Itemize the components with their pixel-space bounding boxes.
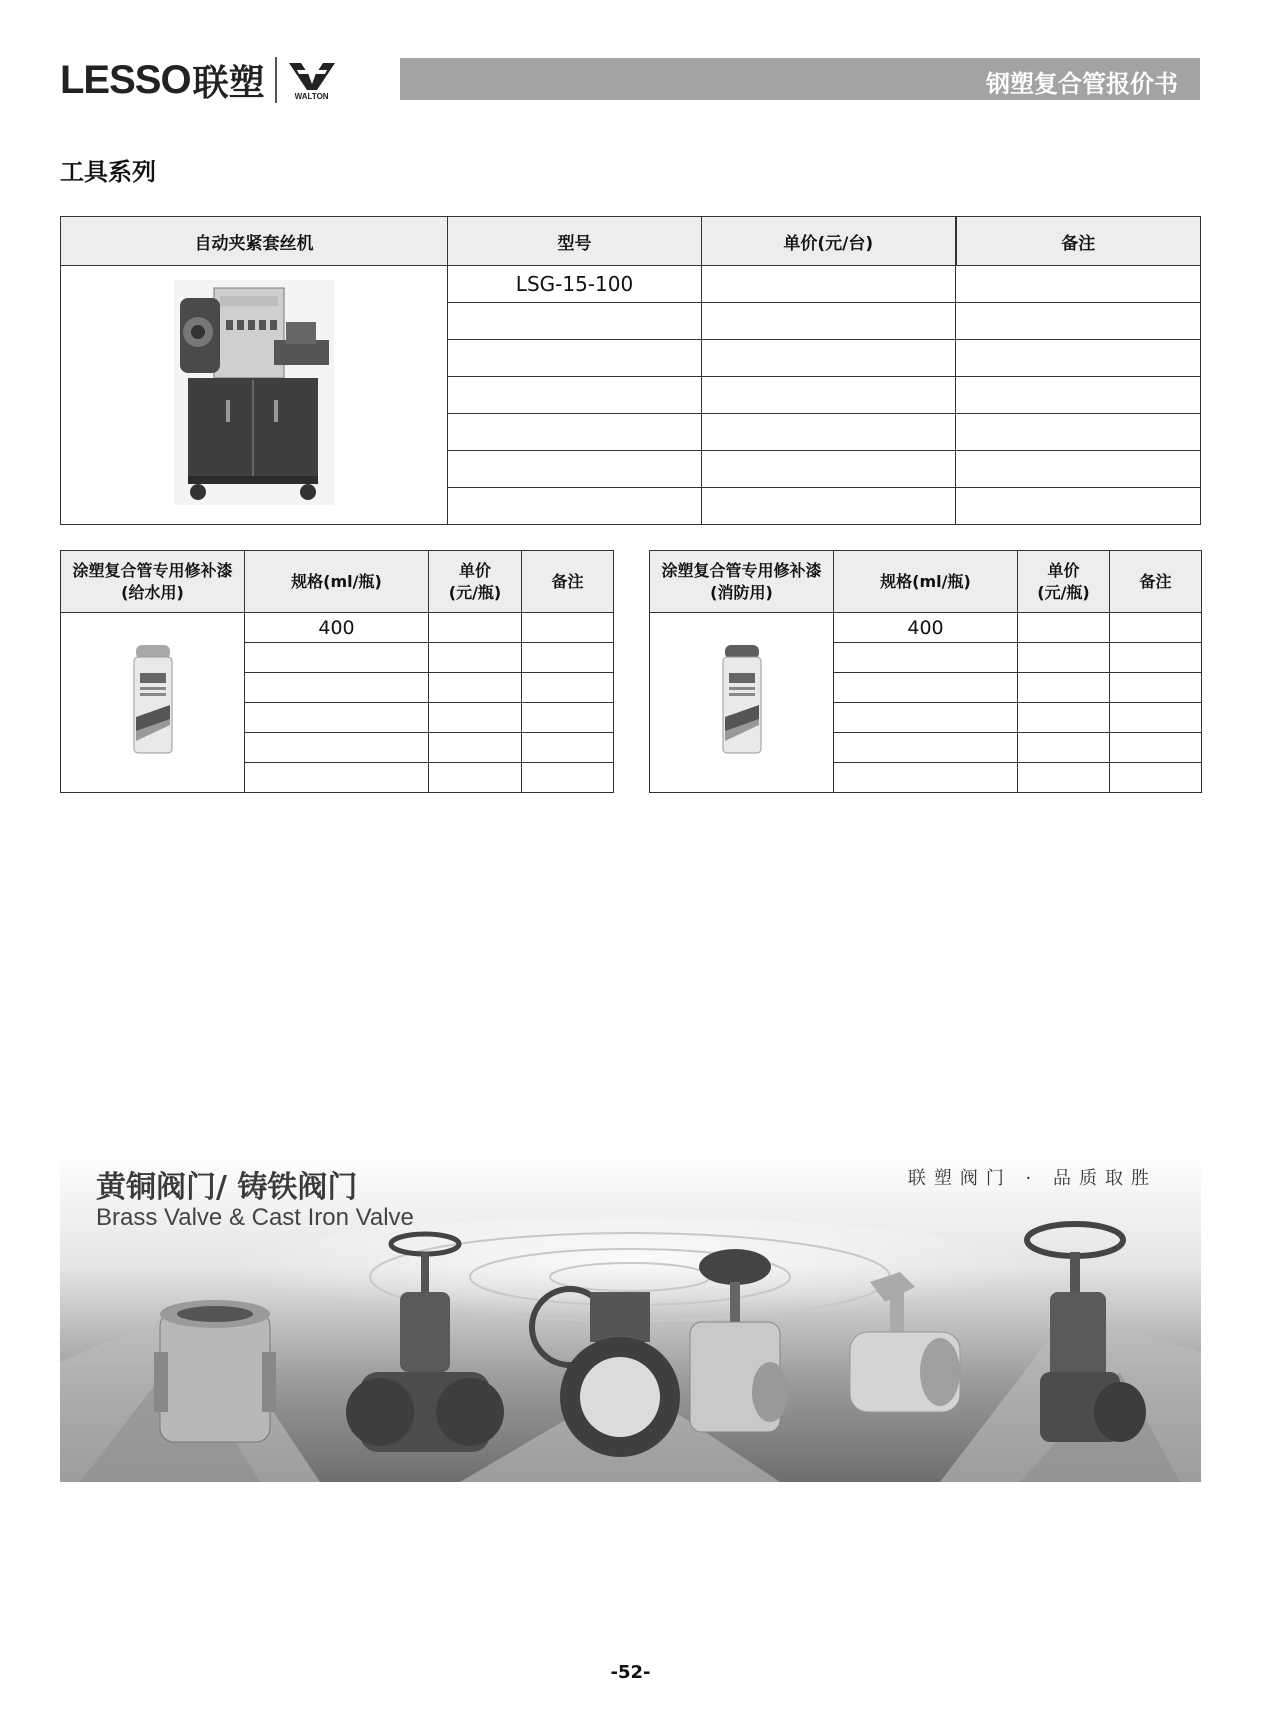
remark-cell xyxy=(1110,763,1202,793)
remark-cell xyxy=(1110,703,1202,733)
spray-can-image-cell xyxy=(650,613,834,793)
price-cell xyxy=(1018,733,1110,763)
spec-cell xyxy=(834,763,1018,793)
price-cell xyxy=(429,673,522,703)
threading-machine-image xyxy=(174,280,334,505)
spec-cell xyxy=(834,643,1018,673)
remark-cell xyxy=(522,643,614,673)
header-unit-price xyxy=(429,551,522,613)
remark-cell xyxy=(1110,673,1202,703)
spray-can-image-cell xyxy=(61,613,245,793)
header-product-line2: (给水用) xyxy=(121,582,184,602)
remark-cell xyxy=(956,488,1201,525)
spec-cell xyxy=(245,763,429,793)
price-cell xyxy=(1018,643,1110,673)
header-unit-price xyxy=(1018,551,1110,613)
model-cell xyxy=(448,451,702,488)
page-number: -52- xyxy=(610,1662,651,1683)
table-row xyxy=(61,613,614,643)
price-cell xyxy=(702,340,956,377)
valve-banner-slogan: 联塑阀门 · 品质取胜 xyxy=(907,1168,1157,1189)
brand-cn: 联塑 xyxy=(192,62,265,104)
spray-can-fire-image xyxy=(721,645,763,755)
page-header xyxy=(60,52,1200,104)
spec-cell xyxy=(245,733,429,763)
valve-banner xyxy=(60,1152,1201,1482)
header-remark: 备注 xyxy=(1110,551,1202,613)
price-cell xyxy=(1018,613,1110,643)
header-unit-price: 单价(元/台) xyxy=(702,217,956,266)
header-price-line2: (元/瓶) xyxy=(448,582,502,602)
machine-price-table xyxy=(60,216,1201,525)
model-cell xyxy=(448,340,702,377)
header-product-line1: 涂塑复合管专用修补漆 xyxy=(661,560,822,580)
model-cell: LSG-15-100 xyxy=(448,266,702,303)
spec-cell xyxy=(245,673,429,703)
model-cell xyxy=(448,488,702,525)
header-product xyxy=(650,551,834,613)
price-cell xyxy=(1018,763,1110,793)
header-remark: 备注 xyxy=(522,551,614,613)
walton-emblem-icon xyxy=(287,60,337,94)
doc-title: 钢塑复合管报价书 xyxy=(986,70,1178,98)
header-spec: 规格(ml/瓶) xyxy=(834,551,1018,613)
remark-cell xyxy=(956,414,1201,451)
remark-cell xyxy=(1110,733,1202,763)
price-cell xyxy=(702,377,956,414)
title-banner xyxy=(400,58,1200,100)
valve-banner-subtitle: Brass Valve & Cast Iron Valve xyxy=(96,1204,414,1231)
machine-image-cell xyxy=(61,266,448,525)
header-product-line2: (消防用) xyxy=(710,582,773,602)
spec-cell: 400 xyxy=(834,613,1018,643)
model-cell xyxy=(448,377,702,414)
remark-cell xyxy=(956,451,1201,488)
remark-cell xyxy=(522,613,614,643)
header-price-line2: (元/瓶) xyxy=(1037,582,1090,602)
table-header-row xyxy=(61,551,614,613)
remark-cell xyxy=(522,763,614,793)
price-cell xyxy=(429,733,522,763)
model-cell xyxy=(448,303,702,340)
header-remark: 备注 xyxy=(956,217,1201,266)
logo-divider xyxy=(275,57,277,103)
price-cell xyxy=(702,266,956,303)
price-cell xyxy=(702,451,956,488)
remark-cell xyxy=(1110,613,1202,643)
header-product-line1: 涂塑复合管专用修补漆 xyxy=(72,560,233,580)
header-model: 型号 xyxy=(448,217,702,266)
price-cell xyxy=(702,303,956,340)
price-cell xyxy=(1018,673,1110,703)
spec-cell xyxy=(245,703,429,733)
valve-banner-title: 黄铜阀门/ 铸铁阀门 xyxy=(96,1170,358,1205)
price-cell xyxy=(429,613,522,643)
price-cell xyxy=(702,488,956,525)
table-header-row xyxy=(61,217,1201,266)
paint-water-table xyxy=(60,550,614,793)
table-row xyxy=(61,266,1201,303)
remark-cell xyxy=(956,303,1201,340)
price-cell xyxy=(702,414,956,451)
remark-cell xyxy=(1110,643,1202,673)
price-cell xyxy=(429,643,522,673)
table-header-row xyxy=(650,551,1202,613)
header-price-line1: 单价 xyxy=(458,560,491,580)
header-spec: 规格(ml/瓶) xyxy=(245,551,429,613)
remark-cell xyxy=(956,340,1201,377)
header-product xyxy=(61,551,245,613)
brand-logo xyxy=(60,56,337,104)
spec-cell xyxy=(834,733,1018,763)
remark-cell xyxy=(522,733,614,763)
spec-cell xyxy=(834,673,1018,703)
spec-cell: 400 xyxy=(245,613,429,643)
header-product: 自动夹紧套丝机 xyxy=(61,217,448,266)
price-cell xyxy=(429,703,522,733)
walton-logo xyxy=(287,60,337,101)
remark-cell xyxy=(522,673,614,703)
remark-cell xyxy=(956,266,1201,303)
section-title: 工具系列 xyxy=(60,158,156,186)
price-cell xyxy=(429,763,522,793)
remark-cell xyxy=(956,377,1201,414)
header-price-line1: 单价 xyxy=(1047,560,1080,580)
table-row xyxy=(650,613,1202,643)
paint-fire-table xyxy=(649,550,1202,793)
brand-latin: LESSO xyxy=(60,57,191,102)
price-cell xyxy=(1018,703,1110,733)
spray-can-water-image xyxy=(132,645,174,755)
walton-text: WALTON xyxy=(294,91,329,101)
spec-cell xyxy=(834,703,1018,733)
model-cell xyxy=(448,414,702,451)
remark-cell xyxy=(522,703,614,733)
spec-cell xyxy=(245,643,429,673)
